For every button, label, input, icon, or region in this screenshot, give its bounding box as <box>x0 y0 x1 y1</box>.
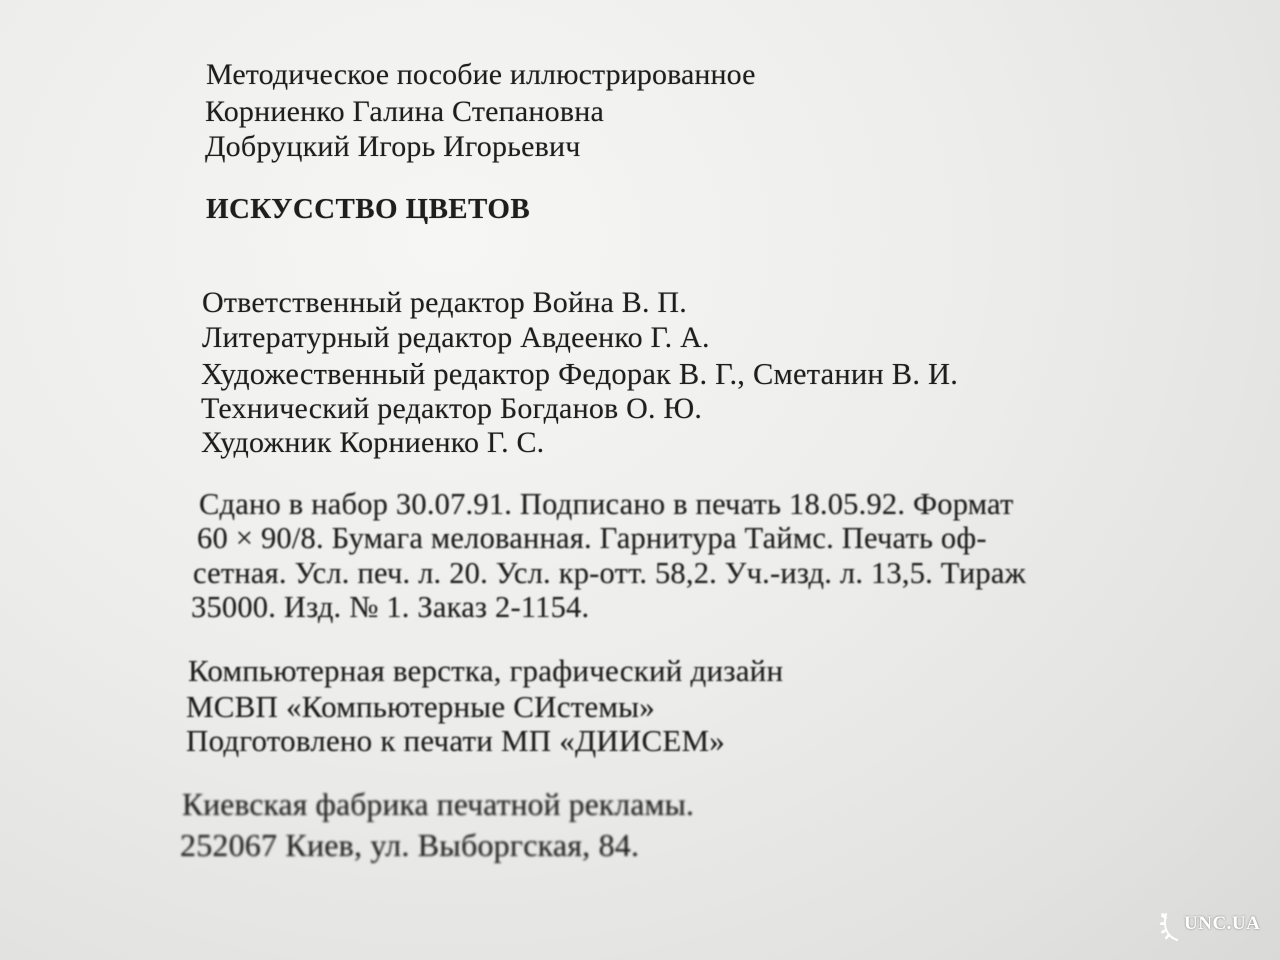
print-info-line-4: 35000. Изд. № 1. Заказ 2-1154. <box>191 590 590 624</box>
editor-line-literary: Литературный редактор Авдеенко Г. А. <box>202 321 710 354</box>
site-watermark <box>1160 902 1270 946</box>
watermark-text: UNC.UA <box>1184 913 1261 934</box>
author-line-2: Добруцкий Игорь Игорьевич <box>205 130 581 163</box>
printer-name-line: Киевская фабрика печатной рекламы. <box>182 787 695 822</box>
print-info-line-3: сетная. Усл. печ. л. 20. Усл. кр-отт. 58,2. Уч.-изд. л. 13,5. Тираж <box>193 556 1026 590</box>
editor-line-artist: Художник Корниенко Г. С. <box>201 426 545 459</box>
editor-line-technical: Технический редактор Богданов О. Ю. <box>201 392 703 425</box>
book-title: ИСКУССТВО ЦВЕТОВ <box>206 193 531 225</box>
layout-credit-line-1: Компьютерная верстка, графический дизайн <box>188 653 784 688</box>
editor-line-art: Художественный редактор Федорак В. Г., Сметанин В. И. <box>201 357 959 391</box>
editor-line-responsible: Ответственный редактор Война В. П. <box>202 286 687 319</box>
printer-address-line: 252067 Киев, ул. Выборгская, 84. <box>180 827 640 863</box>
layout-credit-line-3: Подготовлено к печати МП «ДИИСЕМ» <box>186 723 725 758</box>
book-type-line: Методическое пособие иллюстрированное <box>206 58 756 91</box>
print-info-line-2: 60 × 90/8. Бумага мелованная. Гарнитура Таймс. Печать оф- <box>197 521 987 555</box>
author-line-1: Корниенко Галина Степановна <box>205 95 605 128</box>
layout-credit-line-2: МСВП «Компьютерные СИстемы» <box>186 689 655 724</box>
print-info-line-1: Сдано в набор 30.07.91. Подписано в печать 18.05.92. Формат <box>199 487 1014 521</box>
